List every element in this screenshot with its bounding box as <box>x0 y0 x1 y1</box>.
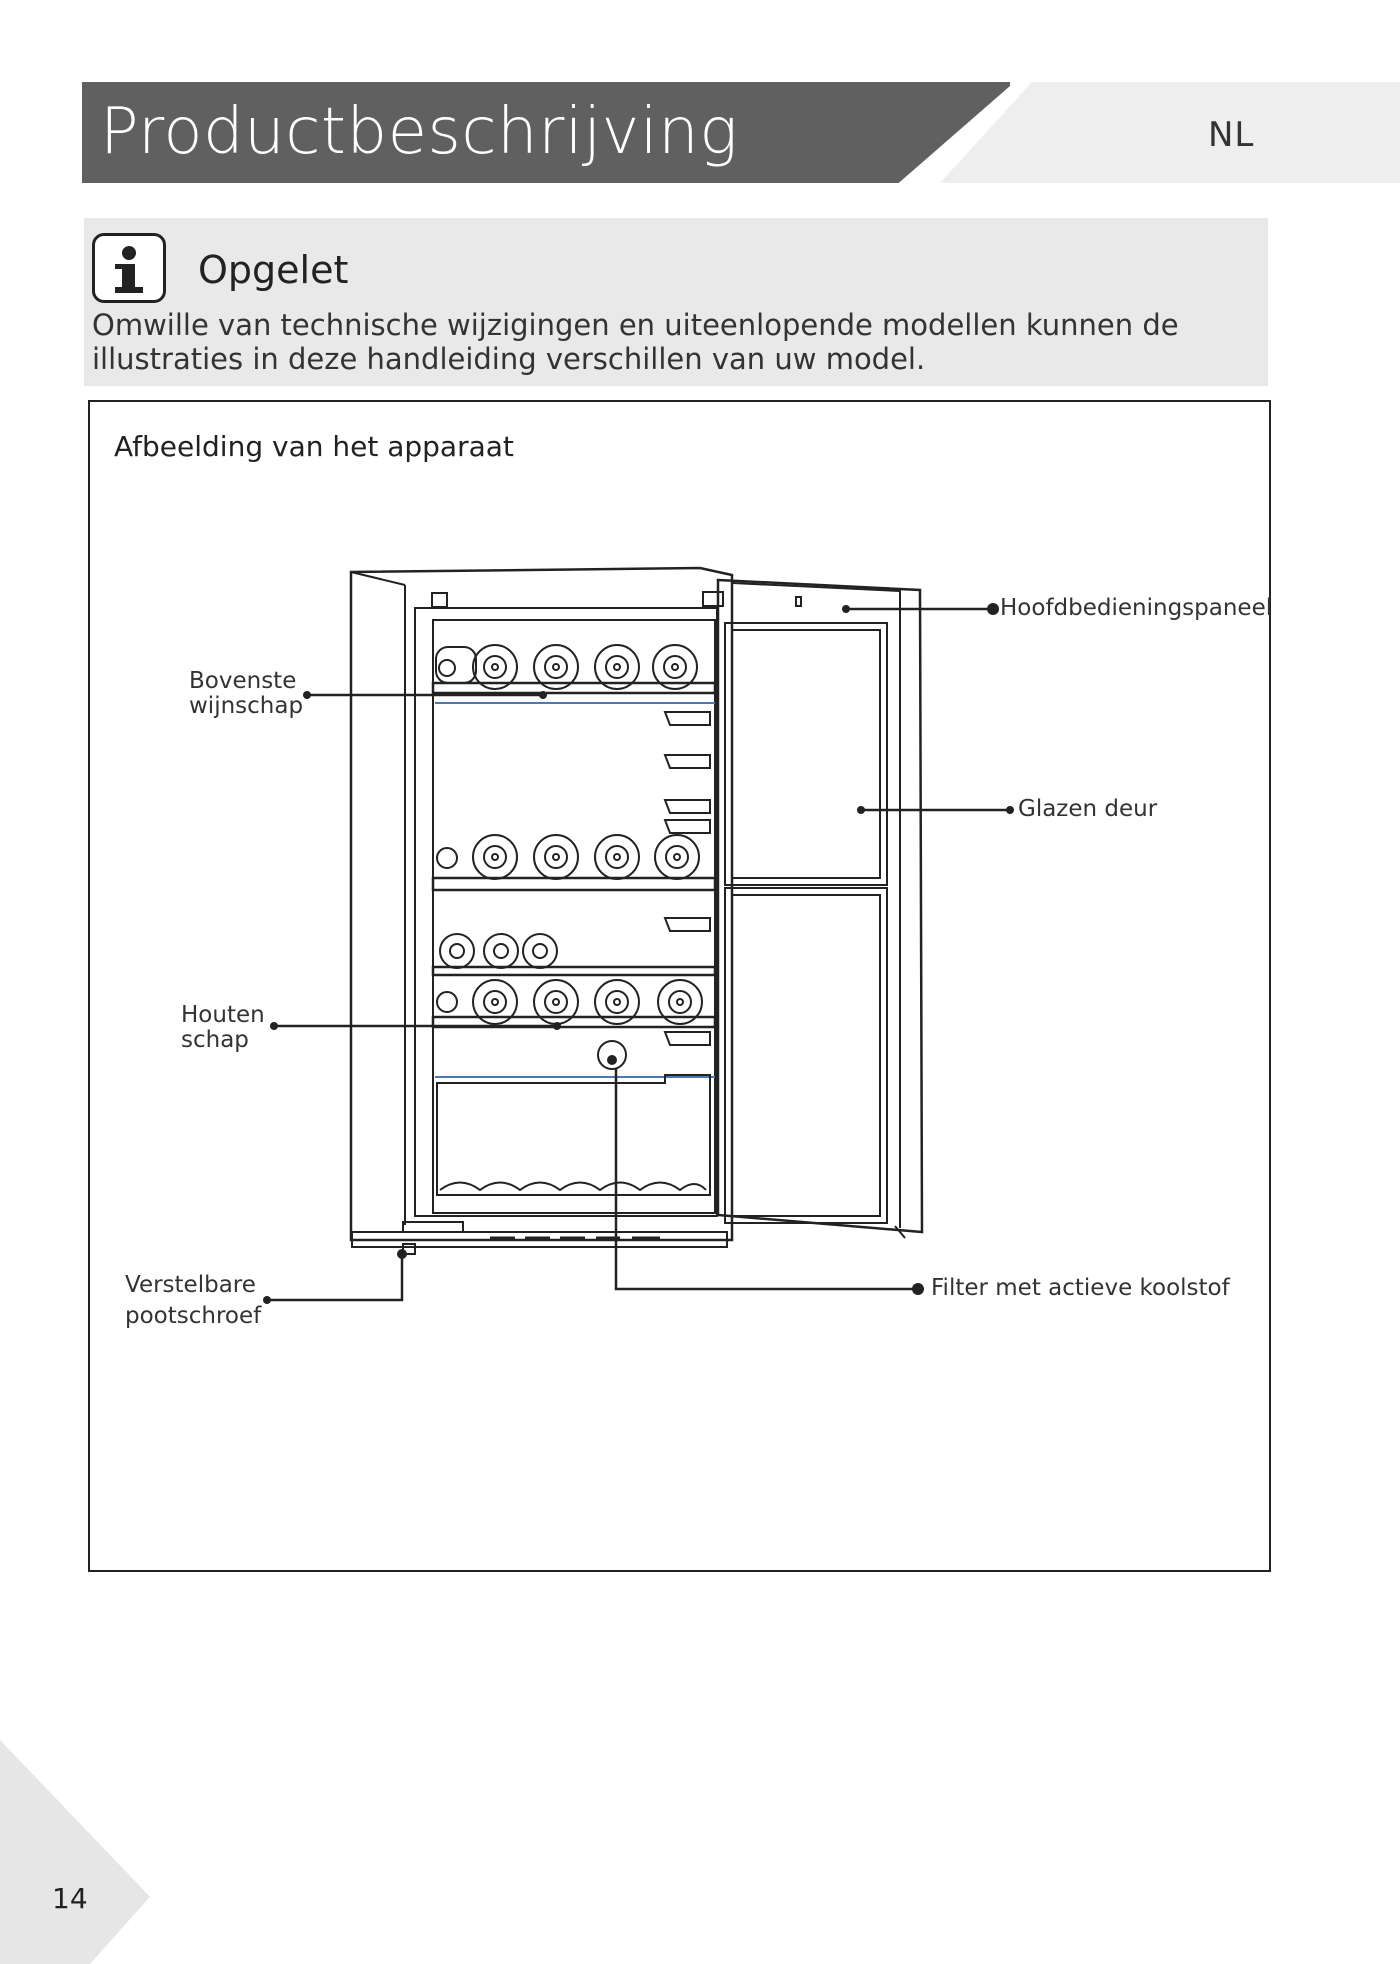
label-top-shelf: Bovenste wijnschap <box>189 668 304 719</box>
label-adjustable-foot: Verstelbare pootschroef <box>125 1272 262 1329</box>
page-number: 14 <box>52 1882 88 1915</box>
language-code: NL <box>1208 115 1255 155</box>
page-title: Productbeschrijving <box>100 95 739 169</box>
label-control-panel: Hoofdbedieningspaneel <box>1000 595 1273 621</box>
label-glass-door: Glazen deur <box>1018 796 1158 822</box>
label-carbon-filter: Filter met actieve koolstof <box>931 1275 1230 1301</box>
label-wood-shelf: Houten schap <box>181 1002 265 1053</box>
notice-title: Opgelet <box>198 248 349 292</box>
figure-caption: Afbeelding van het apparaat <box>114 430 514 463</box>
notice-text: Omwille van technische wijzigingen en uiteenlopende modellen kunnen de illustraties in deze handleiding verschillen van uw model. <box>92 308 1179 376</box>
